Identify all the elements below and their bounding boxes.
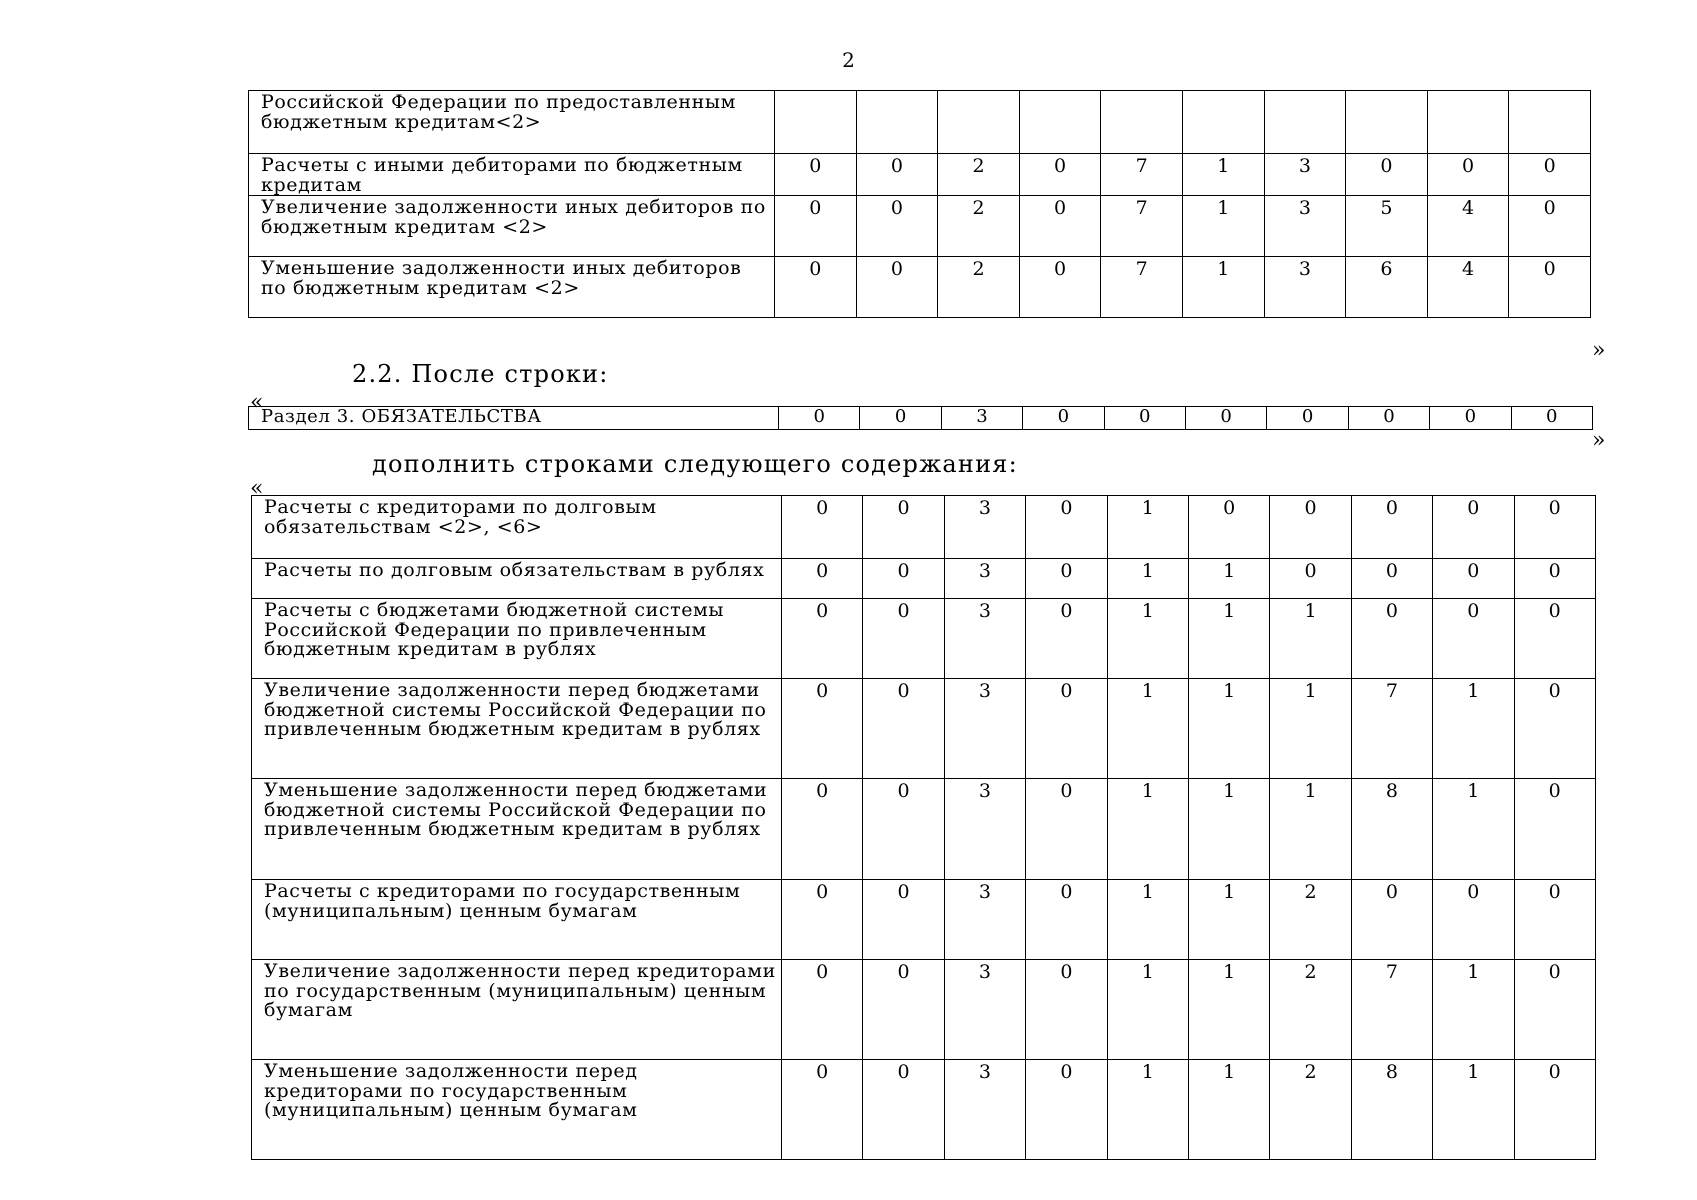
code-digit-8: 0 — [1346, 154, 1428, 196]
code-digit-3: 3 — [944, 679, 1025, 779]
table-receivables-budget-credits — [248, 90, 1591, 318]
code-digit-3 — [938, 91, 1020, 154]
table-row — [252, 559, 1596, 599]
code-digit-10: 0 — [1514, 1060, 1595, 1160]
code-digit-4: 0 — [1019, 154, 1101, 196]
code-digit-5: 1 — [1107, 559, 1188, 599]
code-digit-9 — [1427, 91, 1509, 154]
code-digit-5: 7 — [1101, 257, 1183, 318]
code-digit-9: 1 — [1433, 679, 1514, 779]
code-digit-5: 1 — [1107, 1060, 1188, 1160]
code-digit-7: 1 — [1270, 779, 1351, 880]
code-digit-5: 1 — [1107, 679, 1188, 779]
code-digit-1: 0 — [775, 196, 857, 257]
code-digit-4: 0 — [1019, 196, 1101, 257]
code-digit-3: 2 — [938, 154, 1020, 196]
code-digit-2: 0 — [856, 154, 938, 196]
code-digit-2: 0 — [863, 960, 944, 1060]
code-digit-9: 0 — [1430, 407, 1511, 430]
code-digit-8: 0 — [1351, 599, 1432, 679]
code-digit-1: 0 — [782, 779, 863, 880]
code-digit-1: 0 — [779, 407, 860, 430]
code-digit-1: 0 — [775, 154, 857, 196]
code-digit-8: 7 — [1351, 679, 1432, 779]
table-row — [252, 679, 1596, 779]
code-digit-6: 1 — [1188, 559, 1269, 599]
code-digit-7: 3 — [1264, 154, 1346, 196]
table-section-3-obligations — [248, 406, 1593, 430]
code-digit-4: 0 — [1026, 496, 1107, 559]
code-digit-1: 0 — [782, 1060, 863, 1160]
code-digit-1: 0 — [782, 496, 863, 559]
code-digit-8: 5 — [1346, 196, 1428, 257]
code-digit-6: 1 — [1188, 599, 1269, 679]
code-digit-10: 0 — [1514, 779, 1595, 880]
code-digit-5: 1 — [1107, 960, 1188, 1060]
code-digit-9: 0 — [1433, 559, 1514, 599]
code-digit-5: 1 — [1107, 496, 1188, 559]
code-digit-9: 4 — [1427, 257, 1509, 318]
table-row — [249, 91, 1591, 154]
code-digit-9: 0 — [1427, 154, 1509, 196]
code-digit-7: 2 — [1270, 960, 1351, 1060]
code-digit-2: 0 — [863, 1060, 944, 1160]
code-digit-1: 0 — [782, 599, 863, 679]
table-row — [249, 257, 1591, 318]
code-digit-3: 3 — [944, 599, 1025, 679]
code-digit-2: 0 — [860, 407, 941, 430]
code-digit-9: 1 — [1433, 1060, 1514, 1160]
code-digit-10 — [1509, 91, 1591, 154]
code-digit-3: 3 — [944, 1060, 1025, 1160]
code-digit-2: 0 — [863, 679, 944, 779]
code-digit-10: 0 — [1509, 257, 1591, 318]
table-row — [252, 779, 1596, 880]
code-digit-1: 0 — [782, 679, 863, 779]
code-digit-2: 0 — [856, 257, 938, 318]
closing-quote: » — [1592, 428, 1606, 453]
code-digit-7: 1 — [1270, 599, 1351, 679]
code-digit-5: 7 — [1101, 154, 1183, 196]
code-digit-7: 3 — [1264, 196, 1346, 257]
code-digit-6 — [1182, 91, 1264, 154]
code-digit-4: 0 — [1026, 599, 1107, 679]
row-label: Уменьшение задолженности иных дебиторов по бюджетным кредитам <2> — [249, 257, 775, 318]
row-label: Уменьшение задолженности перед бюджетами бюджетной системы Российской Федерации по привлеченным бюджетным кредитам в рублях — [252, 779, 782, 880]
table-row — [249, 154, 1591, 196]
code-digit-3: 2 — [938, 257, 1020, 318]
code-digit-9: 4 — [1427, 196, 1509, 257]
code-digit-7: 2 — [1270, 880, 1351, 960]
code-digit-2: 0 — [856, 196, 938, 257]
code-digit-3: 3 — [944, 779, 1025, 880]
code-digit-7: 0 — [1270, 559, 1351, 599]
row-label: Расчеты с иными дебиторами по бюджетным кредитам — [249, 154, 775, 196]
section-2-2-heading: 2.2. После строки: — [352, 360, 609, 388]
code-digit-8 — [1346, 91, 1428, 154]
code-digit-5 — [1101, 91, 1183, 154]
opening-quote: « — [250, 476, 264, 501]
table-row — [252, 496, 1596, 559]
code-digit-2: 0 — [863, 496, 944, 559]
row-label: Российской Федерации по предоставленным бюджетным кредитам<2> — [249, 91, 775, 154]
code-digit-1: 0 — [782, 559, 863, 599]
code-digit-8: 7 — [1351, 960, 1432, 1060]
code-digit-5: 1 — [1107, 779, 1188, 880]
code-digit-6: 1 — [1188, 960, 1269, 1060]
code-digit-8: 0 — [1348, 407, 1429, 430]
code-digit-6: 1 — [1188, 779, 1269, 880]
code-digit-8: 0 — [1351, 496, 1432, 559]
table-row — [249, 196, 1591, 257]
code-digit-3: 3 — [944, 496, 1025, 559]
code-digit-4: 0 — [1026, 1060, 1107, 1160]
code-digit-10: 0 — [1514, 679, 1595, 779]
table-row — [252, 599, 1596, 679]
code-digit-4: 0 — [1026, 960, 1107, 1060]
supplement-heading: дополнить строками следующего содержания: — [372, 450, 1018, 478]
table-row — [252, 1060, 1596, 1160]
row-label: Увеличение задолженности иных дебиторов по бюджетным кредитам <2> — [249, 196, 775, 257]
code-digit-10: 0 — [1514, 496, 1595, 559]
code-digit-2: 0 — [863, 559, 944, 599]
row-label: Расчеты с кредиторами по государственным (муниципальным) ценным бумагам — [252, 880, 782, 960]
code-digit-10: 0 — [1511, 407, 1592, 430]
code-digit-9: 0 — [1433, 496, 1514, 559]
code-digit-6: 1 — [1188, 679, 1269, 779]
row-label: Увеличение задолженности перед кредиторами по государственным (муниципальным) ценным бумагам — [252, 960, 782, 1060]
code-digit-10: 0 — [1514, 599, 1595, 679]
code-digit-1: 0 — [782, 880, 863, 960]
code-digit-9: 0 — [1433, 880, 1514, 960]
code-digit-1: 0 — [775, 257, 857, 318]
closing-quote: » — [1592, 338, 1606, 363]
code-digit-8: 0 — [1351, 880, 1432, 960]
code-digit-2 — [856, 91, 938, 154]
code-digit-1: 0 — [782, 960, 863, 1060]
code-digit-5: 1 — [1107, 880, 1188, 960]
code-digit-8: 6 — [1346, 257, 1428, 318]
row-label: Расчеты с бюджетами бюджетной системы Российской Федерации по привлеченным бюджетным кредитам в рублях — [252, 599, 782, 679]
code-digit-8: 0 — [1351, 559, 1432, 599]
page-number: 2 — [842, 48, 855, 72]
code-digit-4: 0 — [1026, 779, 1107, 880]
row-label: Уменьшение задолженности перед кредиторами по государственным (муниципальным) ценным бумагам — [252, 1060, 782, 1160]
code-digit-6: 1 — [1182, 257, 1264, 318]
code-digit-2: 0 — [863, 779, 944, 880]
table-row — [249, 407, 1593, 430]
code-digit-1 — [775, 91, 857, 154]
code-digit-10: 0 — [1514, 960, 1595, 1060]
code-digit-7: 1 — [1270, 679, 1351, 779]
code-digit-5: 1 — [1107, 599, 1188, 679]
code-digit-6: 0 — [1188, 496, 1269, 559]
code-digit-4: 0 — [1026, 559, 1107, 599]
code-digit-10: 0 — [1514, 559, 1595, 599]
code-digit-9: 1 — [1433, 960, 1514, 1060]
code-digit-6: 0 — [1185, 407, 1266, 430]
row-label: Увеличение задолженности перед бюджетами бюджетной системы Российской Федерации по привлеченным бюджетным кредитам в рублях — [252, 679, 782, 779]
code-digit-3: 3 — [944, 559, 1025, 599]
code-digit-3: 3 — [944, 960, 1025, 1060]
row-label: Расчеты с кредиторами по долговым обязательствам <2>, <6> — [252, 496, 782, 559]
code-digit-10: 0 — [1514, 880, 1595, 960]
code-digit-10: 0 — [1509, 154, 1591, 196]
code-digit-10: 0 — [1509, 196, 1591, 257]
code-digit-5: 0 — [1104, 407, 1185, 430]
code-digit-6: 1 — [1182, 196, 1264, 257]
opening-quote: « — [250, 390, 264, 415]
code-digit-4 — [1019, 91, 1101, 154]
code-digit-7: 3 — [1264, 257, 1346, 318]
code-digit-5: 7 — [1101, 196, 1183, 257]
code-digit-6: 1 — [1182, 154, 1264, 196]
table-row — [252, 880, 1596, 960]
code-digit-9: 1 — [1433, 779, 1514, 880]
code-digit-4: 0 — [1026, 679, 1107, 779]
code-digit-9: 0 — [1433, 599, 1514, 679]
code-digit-3: 3 — [944, 880, 1025, 960]
code-digit-4: 0 — [1026, 880, 1107, 960]
code-digit-4: 0 — [1023, 407, 1104, 430]
table-row — [252, 960, 1596, 1060]
code-digit-8: 8 — [1351, 779, 1432, 880]
code-digit-7: 0 — [1267, 407, 1348, 430]
code-digit-7: 0 — [1270, 496, 1351, 559]
table-new-rows-debt-obligations — [251, 495, 1596, 1160]
code-digit-6: 1 — [1188, 1060, 1269, 1160]
code-digit-2: 0 — [863, 880, 944, 960]
row-label: Расчеты по долговым обязательствам в рублях — [252, 559, 782, 599]
code-digit-6: 1 — [1188, 880, 1269, 960]
code-digit-7: 2 — [1270, 1060, 1351, 1160]
code-digit-7 — [1264, 91, 1346, 154]
code-digit-3: 3 — [941, 407, 1022, 430]
code-digit-2: 0 — [863, 599, 944, 679]
code-digit-8: 8 — [1351, 1060, 1432, 1160]
code-digit-4: 0 — [1019, 257, 1101, 318]
code-digit-3: 2 — [938, 196, 1020, 257]
row-label: Раздел 3. ОБЯЗАТЕЛЬСТВА — [249, 407, 779, 430]
